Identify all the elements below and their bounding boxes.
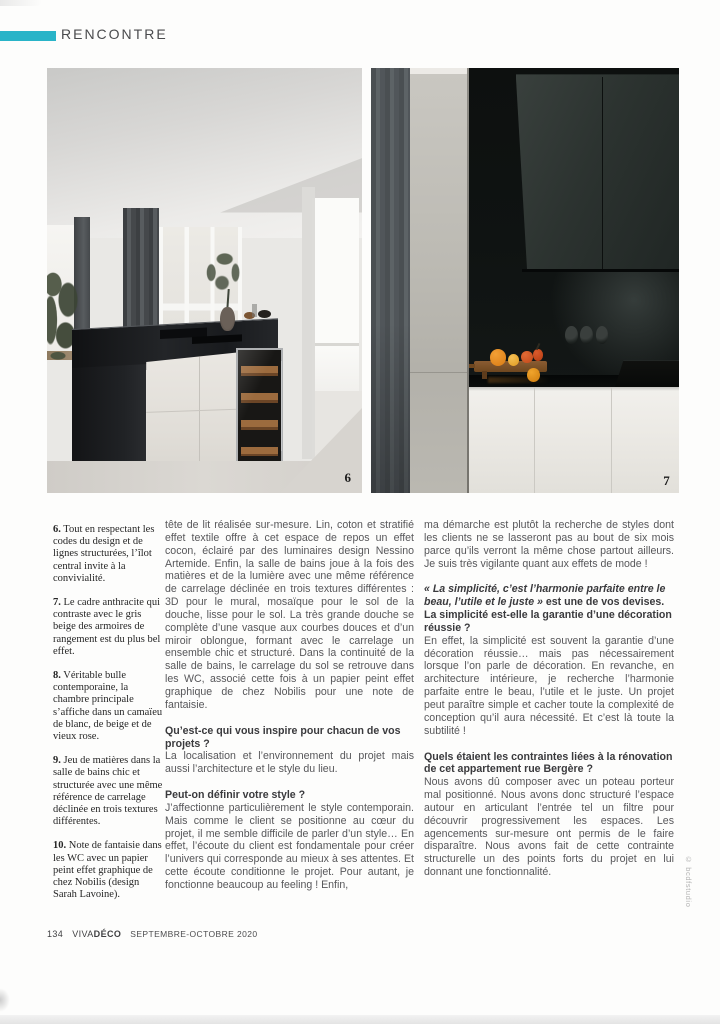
caption-item bbox=[53, 840, 165, 901]
article-column-2 bbox=[165, 519, 414, 892]
question-rest: est une de vos devises. La simplicité est-elle la garantie d’une décoration réussie ? bbox=[424, 596, 672, 634]
wine-fridge bbox=[236, 348, 283, 465]
interview-question: Quels étaient les contraintes liées à la rénovation de cet appartement rue Bergère ? bbox=[424, 750, 673, 776]
scan-artifact-top bbox=[0, 0, 42, 6]
outlet-icon bbox=[565, 326, 578, 344]
board-handle bbox=[469, 364, 475, 368]
magazine-brand-bold: DÉCO bbox=[93, 929, 122, 939]
scan-artifact-bottom bbox=[0, 1015, 720, 1024]
interview-answer: En effet, la simplicité est souvent la garantie d’une décoration réussie… mais pas nécessairement lorsque l’on parle de décoration. En revanche, en architecture intérieure, je recherche l’harmonie parfaite entre le beau, l’utile et le juste. Un projet peut paraître simple et cacher toute la complexité de conception qu’il aura nécessité. Et c’est là toute la subtilité ! bbox=[424, 634, 674, 737]
caption-text: Tout en respectant les codes du design et de lignes structurées, l’îlot central invite à la convivialité. bbox=[53, 524, 155, 584]
curtain-shadow bbox=[371, 323, 410, 493]
photo-number: 7 bbox=[663, 472, 670, 488]
body-paragraph: tête de lit réalisée sur-mesure. Lin, coton et stratifié effet textile offre à cet espace de repos un effet cocon, éclairé par des luminaires design Nessino Artemide. Enfin, la salle de bains joue à la fois des matières et de la lumière avec une même référence de carrelage déclinée en trois textures différentes : 3D pour le mural, mosaïque pour le sol de la douche, lisse pour le sol. La très grande douche se complète d’une vasque aux courbes douces et d’un miroir oblongue, formant avec le carrelage un ensemble chic et structuré. Dans la continuité de la salle de bains, le carrelage du sol se retrouve dans les WC, associé cette fois à un papier peint effet graphique de chez Nobilis pour une note de fantaisie. bbox=[165, 519, 414, 711]
magazine-brand: VIVA bbox=[72, 929, 94, 939]
dark-bowl bbox=[258, 310, 271, 318]
outlet-icon bbox=[596, 326, 609, 344]
fruit-reflection bbox=[488, 377, 550, 384]
issue-date: SEPTEMBRE-OCTOBRE 2020 bbox=[130, 929, 258, 939]
outlet-icon bbox=[580, 326, 593, 344]
cabinet-panel bbox=[410, 74, 469, 493]
page-number: 134 bbox=[47, 929, 64, 939]
lower-cabinets bbox=[469, 387, 679, 493]
caption-item bbox=[53, 755, 165, 828]
caption-text: Jeu de matières dans la salle de bains chic et structurée avec une même référence de carrelage déclinée en trois textures différentes. bbox=[53, 755, 163, 828]
body-paragraph: ma démarche est plutôt la recherche de styles dont les clients ne se lasseront pas au bout de six mois parce qu’ils verront la même chose partout ailleurs. Je suis très vigilante quant aux effets de mode ! bbox=[424, 519, 674, 570]
caption-number: 6. bbox=[53, 524, 61, 535]
photo-kitchen-island bbox=[47, 68, 362, 493]
photo-credit: © bcdfstudio bbox=[684, 855, 693, 908]
interview-question: Qu’est-ce qui vous inspire pour chacun de vos projets ? bbox=[165, 724, 401, 750]
board-leg bbox=[482, 371, 488, 379]
caption-number: 10. bbox=[53, 840, 67, 852]
caption-item bbox=[53, 597, 165, 658]
section-kicker: RENCONTRE bbox=[61, 26, 168, 42]
power-outlets bbox=[565, 326, 608, 344]
wine-fridge-handle bbox=[281, 361, 282, 451]
kicker-accent-bar bbox=[0, 31, 56, 41]
caption-number: 8. bbox=[53, 670, 61, 682]
scan-artifact-left bbox=[0, 988, 10, 1012]
wine-fridge-glass bbox=[238, 350, 281, 463]
photo-captions-column bbox=[53, 524, 165, 913]
upper-cabinets bbox=[516, 74, 679, 272]
photo-dark-kitchen bbox=[371, 68, 679, 493]
interview-answer: J’affectionne particulièrement le style contemporain. Mais comme le client se positionne au cœur du projet, il me semble difficile de parler d’un style… En effet, l’écoute du client est fondamentale pour créer l’univers qui corresponde au mieux à ses attentes. Et cette écoute conditionne le projet. Pour autant, je fonctionne beaucoup au feeling ! Enfin, bbox=[165, 801, 414, 891]
vase-branches bbox=[195, 242, 249, 310]
window-bar bbox=[315, 343, 359, 346]
interview-question: Peut-on définir votre style ? bbox=[165, 789, 306, 802]
question-quote: « La simplicité, c’est l’harmonie parfaite entre le beau, l’utile et le juste » bbox=[424, 583, 666, 609]
cabinet-seam bbox=[602, 77, 603, 270]
caption-number: 9. bbox=[53, 755, 61, 767]
caption-item bbox=[53, 670, 165, 743]
caption-text: Note de fantaisie dans les WC avec un papier peint effet graphique de chez Nobilis (design Sarah Lavoine). bbox=[53, 840, 162, 901]
counter-shadow bbox=[469, 387, 679, 391]
drinking-glass bbox=[252, 304, 257, 317]
interview-answer: La localisation et l’environnement du projet mais aussi l’architecture et le style du lieu. bbox=[165, 750, 414, 776]
caption-text: Véritable bulle contemporaine, la chambre principale s’affiche dans un camaïeu de blanc, de beige et de vieux rose. bbox=[53, 670, 163, 743]
caption-text: Le cadre anthracite qui contraste avec le gris beige des armoires de rangement est du plus bel effet. bbox=[53, 597, 161, 657]
vase bbox=[220, 307, 235, 331]
interview-answer: Nous avons dû composer avec un poteau porteur mal positionné. Nous avons donc structuré l’espace autour en articulant l’entrée tel un filtre pour découvrir progressivement les espaces. Les agencements sur-mesure ont permis de le faire disparaître. Nous avons fait de cette contrainte structurelle un des points forts du projet en lui donnant une fonctionnalité. bbox=[424, 776, 674, 879]
sink bbox=[614, 360, 679, 389]
caption-item bbox=[53, 524, 165, 585]
interview-question bbox=[424, 583, 674, 634]
page-footer bbox=[47, 929, 258, 939]
cabinet-seam bbox=[534, 387, 535, 493]
photo-number: 6 bbox=[344, 470, 351, 486]
panel-seam bbox=[410, 372, 469, 373]
cabinet-seam bbox=[611, 387, 612, 493]
article-column-3 bbox=[424, 519, 674, 879]
caption-number: 7. bbox=[53, 597, 61, 609]
